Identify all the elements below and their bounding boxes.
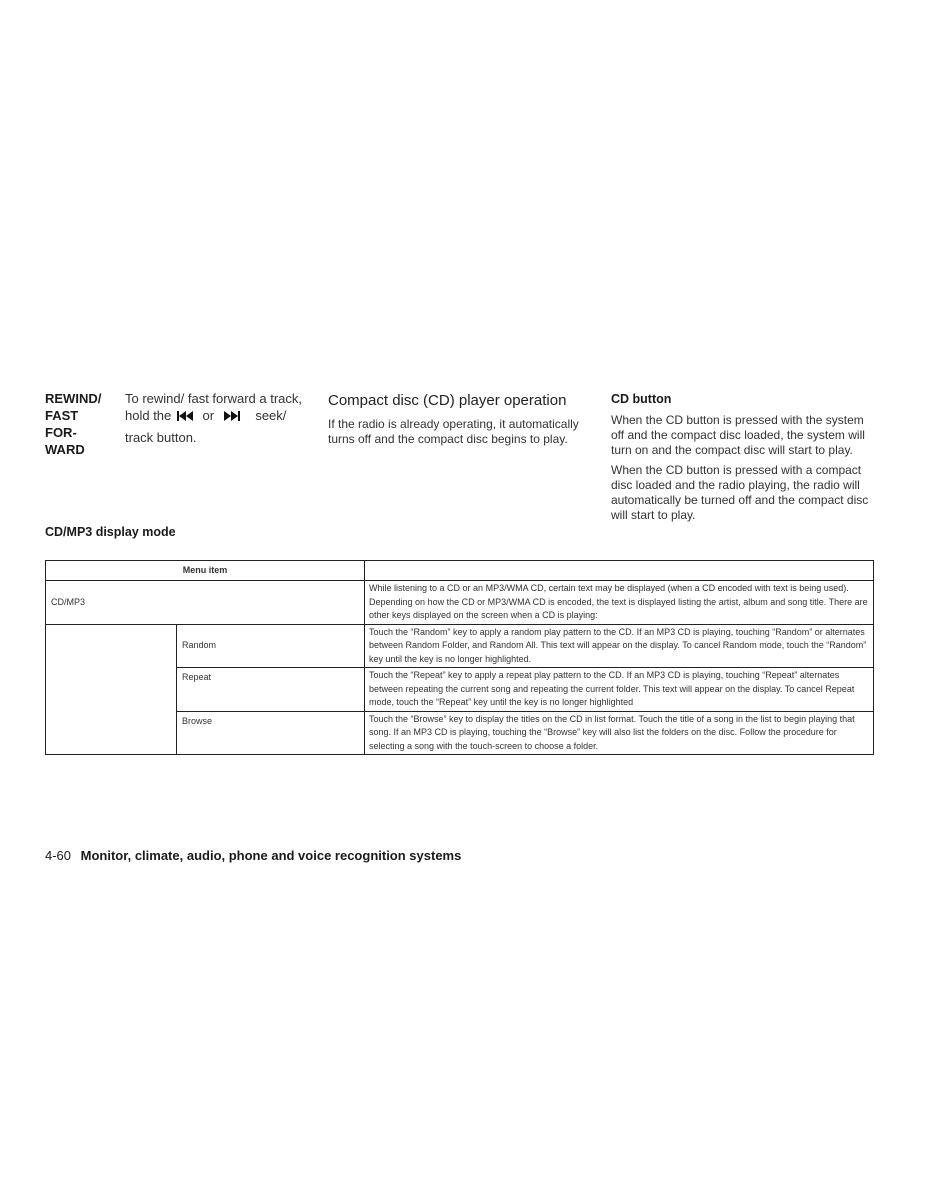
term-line: WARD xyxy=(45,442,85,457)
section-title: Monitor, climate, audio, phone and voice recognition systems xyxy=(80,848,462,863)
cd-button-paragraph-2: When the CD button is pressed with a compact disc loaded and the radio playing, the radio will automatically be turned off and the compact disc will start to play. xyxy=(611,463,869,522)
row-label: Browse xyxy=(177,711,365,755)
cd-button-heading: CD button xyxy=(611,392,672,406)
rewind-fast-forward-term xyxy=(45,390,120,458)
term-line: FOR- xyxy=(45,425,77,440)
rewind-fast-forward-description xyxy=(125,390,315,446)
skip-forward-icon xyxy=(224,411,240,421)
row-label: Random xyxy=(177,624,365,668)
cd-mp3-display-mode-table xyxy=(45,560,874,755)
term-line: REWIND/ xyxy=(45,391,102,406)
row-description: Touch the “Repeat” key to apply a repeat play pattern to the CD. If an MP3 CD is playing, touching “Repeat” alternates between repeating the current song and repeating the current folder. This text will appear on the display. To cancel Repeat mode, touch the “Repeat” key until the key is no longer highlighted xyxy=(365,668,874,712)
table-header-row xyxy=(46,561,874,581)
row-group-empty-cell xyxy=(46,624,177,755)
desc-line-3: track button. xyxy=(125,430,197,445)
page-number: 4-60 xyxy=(45,848,72,863)
table-row xyxy=(46,624,874,668)
skip-back-icon xyxy=(177,411,193,421)
term-line: FAST xyxy=(45,408,79,423)
table-title: CD/MP3 display mode xyxy=(45,525,176,539)
menu-item-header: Menu item xyxy=(46,561,365,581)
row-label: Repeat xyxy=(177,668,365,712)
page-footer xyxy=(45,847,645,864)
desc-seek: seek/ xyxy=(255,408,287,423)
cd-button-paragraph-1: When the CD button is pressed with the system off and the compact disc loaded, the system will turn on and the compact disc will start to play. xyxy=(611,413,865,457)
table-row xyxy=(46,581,874,625)
desc-line-1: To rewind/ fast forward a track, xyxy=(125,391,303,406)
desc-hold: hold the xyxy=(125,408,172,423)
cd-player-heading: Compact disc (CD) player operation xyxy=(328,392,567,409)
description-header xyxy=(365,561,874,581)
row-description: While listening to a CD or an MP3/WMA CD, certain text may be displayed (when a CD encoded with text is being used). Depending on how the CD or MP3/WMA CD is encoded, the text is displayed listing the artist, album and song title. There are other keys displayed on the screen when a CD is playing: xyxy=(365,581,874,625)
row-description: Touch the “Browse” key to display the titles on the CD in list format. Touch the title of a song in the list to begin playing that song. If an MP3 CD is playing, touching the “Browse” key will also list the folders on the disc. Follow the procedure for selecting a song with the touch-screen to choose a folder. xyxy=(365,711,874,755)
cd-player-body: If the radio is already operating, it automatically turns off and the compact disc begins to play. xyxy=(328,417,579,446)
desc-or: or xyxy=(202,408,215,423)
row-label: CD/MP3 xyxy=(46,581,365,625)
row-description: Touch the “Random” key to apply a random play pattern to the CD. If an MP3 CD is playing, touching “Random” or alternates between Random Folder, and Random All. This text will appear on the display. To cancel Random mode, touch the “Random” key until the key is no longer highlighted. xyxy=(365,624,874,668)
